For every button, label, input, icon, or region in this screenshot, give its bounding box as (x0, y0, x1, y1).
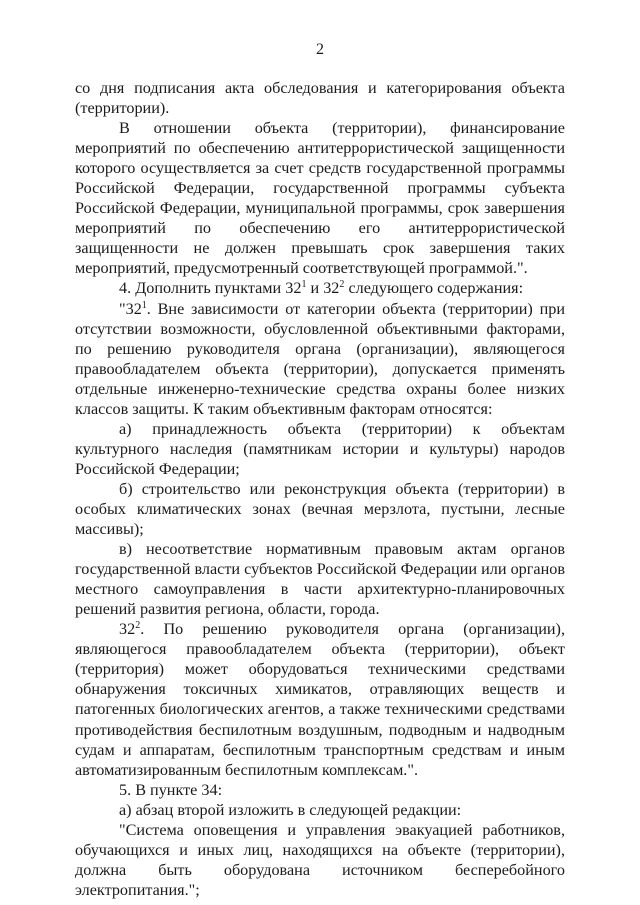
document-body (75, 78, 565, 900)
list-item-a: а) принадлежность объекта (территории) к объектам культурного наследия (памятникам истории и культуры) народов Российской Федерации; (75, 419, 565, 478)
paragraph-32-1-text: . Вне зависимости от категории объекта (территории) при отсутствии возможности, обусловленной объективными факторами, по решению руководителя органа (организации), являющегося правообладателем объекта (территории), допускается применять отдельные инженерно-технические средства охраны более низких классов защиты. К таким объективным факторам относятся: (75, 299, 565, 418)
paragraph-32-2-number: 32 (119, 620, 136, 639)
item-4-text-middle: и 32 (306, 279, 340, 298)
paragraph-32-2 (75, 619, 565, 779)
page-number: 2 (316, 41, 324, 58)
item-4-text-start: 4. Дополнить пунктами 32 (119, 279, 302, 298)
paragraph-item-5a: а) абзац второй изложить в следующей редакции: (119, 800, 462, 819)
list-item-v: в) несоответствие нормативным правовым актам органов государственной власти субъектов Российской Федерации или органов местного самоуправления в части архитектурно-планировочных решений развития региона, области, города. (75, 540, 565, 619)
paragraph-32-1 (75, 299, 565, 419)
paragraph-item-5: 5. В пункте 34: (119, 780, 223, 799)
paragraph-32-2-text: . По решению руководителя органа (организации), являющегося правообладателем объекта (территории), объект (территория) может оборудоваться техническими средствами обнаружения токсичных химикатов, отравляющих веществ и патогенных биологических агентов, а также техническими средствами противодействия беспилотным воздушным, подводным и надводным судам и аппаратам, беспилотным транспортным средствам и иным автоматизированным беспилотным комплексам.". (75, 620, 565, 779)
superscript-1: 1 (141, 299, 147, 311)
paragraph-32-1-number: "32 (119, 299, 142, 318)
superscript-2: 2 (135, 620, 141, 632)
paragraph-financing: В отношении объекта (территории), финансирование мероприятий по обеспечению антитеррористической защищенности которого осуществляется за счет средств государственной программы Российской Федерации, государственной программы субъекта Российской Федерации, муниципальной программы, срок завершения мероприятий по обеспечению его антитеррористической защищенности не должен превышать срок завершения таких мероприятий, предусмотренный соответствующей программой.". (75, 119, 565, 278)
superscript-1: 1 (301, 279, 307, 291)
paragraph-item-4 (75, 278, 565, 298)
superscript-2: 2 (339, 279, 345, 291)
paragraph-continuation: со дня подписания акта обследования и категорирования объекта (территории). (75, 79, 565, 118)
item-4-text-end: следующего содержания: (344, 279, 524, 298)
list-item-b: б) строительство или реконструкция объекта (территории) в особых климатических зонах (вечная мерзлота, пустыни, лесные массивы); (75, 479, 565, 539)
paragraph-quote-system: "Система оповещения и управления эвакуацией работников, обучающихся и иных лиц, находящихся на объекте (территории), должна быть оборудована источником бесперебойного электропитания."; (75, 820, 565, 899)
